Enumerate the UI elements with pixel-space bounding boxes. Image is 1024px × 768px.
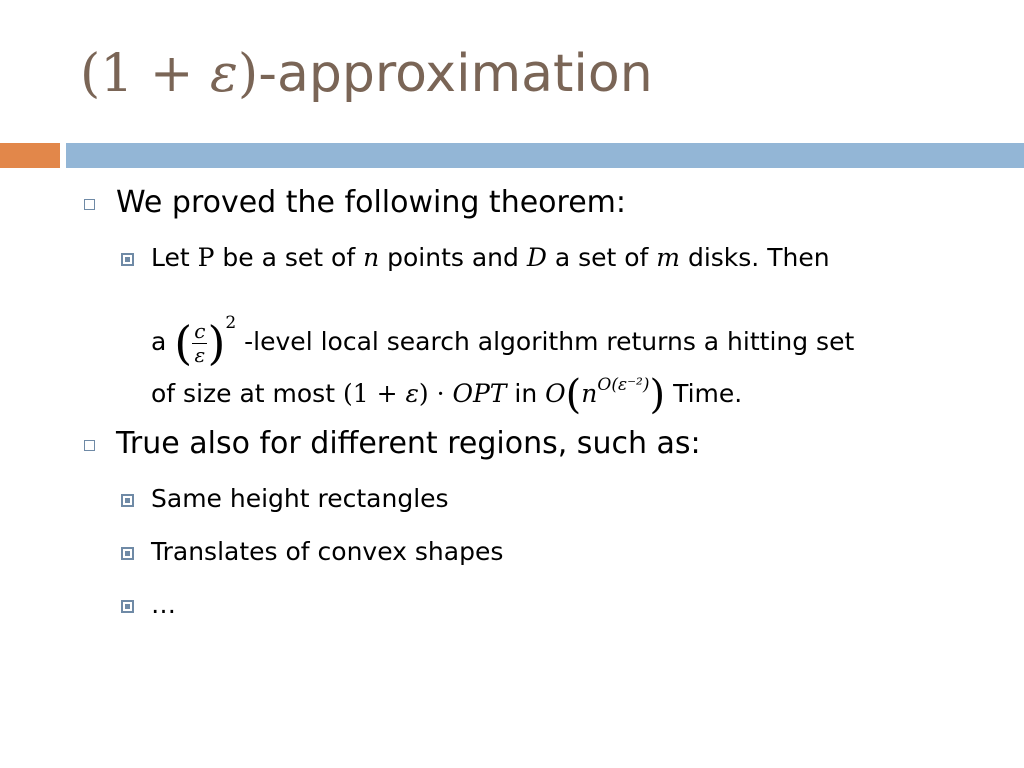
paren-left: ( xyxy=(565,372,582,418)
list-item: Same height rectangles xyxy=(151,484,449,513)
theorem-line-3 xyxy=(151,362,743,418)
accent-bar-orange xyxy=(0,143,60,168)
theorem-text: Let xyxy=(151,243,198,272)
theorem-text: -level local search algorithm returns a hitting set xyxy=(236,327,855,356)
paren-right: ) xyxy=(207,316,226,370)
math-big-O: O xyxy=(545,379,566,408)
slide-title xyxy=(80,44,653,104)
theorem-text: Time. xyxy=(665,379,743,408)
sub-bullet-icon xyxy=(121,547,134,560)
fraction-denominator: ε xyxy=(194,342,206,367)
theorem-text: points and xyxy=(379,243,527,272)
math-n: n xyxy=(581,379,598,408)
list-item: … xyxy=(151,590,176,619)
sub-bullet-icon xyxy=(121,253,134,266)
list-item: Translates of convex shapes xyxy=(151,537,504,566)
math-m: m xyxy=(656,243,681,272)
fraction-numerator: c xyxy=(194,318,206,343)
paren-right: ) xyxy=(649,372,666,418)
theorem-line-1 xyxy=(151,245,830,270)
title-epsilon: ε xyxy=(210,44,238,104)
sub-bullet-icon xyxy=(121,494,134,507)
theorem-line-2 xyxy=(151,287,855,370)
theorem-text: of size at most xyxy=(151,379,343,408)
math-P: P xyxy=(197,243,215,272)
title-open: (1 + xyxy=(80,44,210,104)
theorem-text: disks. Then xyxy=(680,243,830,272)
math-exponent: O(ε⁻²) xyxy=(597,375,650,395)
math-factor: (1 + xyxy=(342,379,406,408)
bullet-square-icon xyxy=(84,199,95,210)
theorem-text: be a set of xyxy=(214,243,364,272)
sub-bullet-icon xyxy=(121,600,134,613)
fraction-c-over-epsilon xyxy=(192,318,207,367)
theorem-text: a xyxy=(151,327,175,356)
bullet-square-icon xyxy=(84,440,95,451)
bullet-text-1: We proved the following theorem: xyxy=(116,185,626,220)
exponent-2: 2 xyxy=(225,313,237,333)
title-rest: -approximation xyxy=(258,44,653,104)
accent-bar-blue xyxy=(66,143,1024,168)
math-epsilon: ε xyxy=(405,379,419,408)
math-OPT: OPT xyxy=(452,379,507,408)
math-D: D xyxy=(526,243,547,272)
math-factor-close: ) · xyxy=(418,379,453,408)
theorem-text: in xyxy=(506,379,546,408)
paren-left: ( xyxy=(174,316,193,370)
title-close: ) xyxy=(237,44,259,104)
math-n: n xyxy=(363,243,380,272)
theorem-text: a set of xyxy=(546,243,657,272)
bullet-text-2: True also for different regions, such as: xyxy=(116,426,701,461)
